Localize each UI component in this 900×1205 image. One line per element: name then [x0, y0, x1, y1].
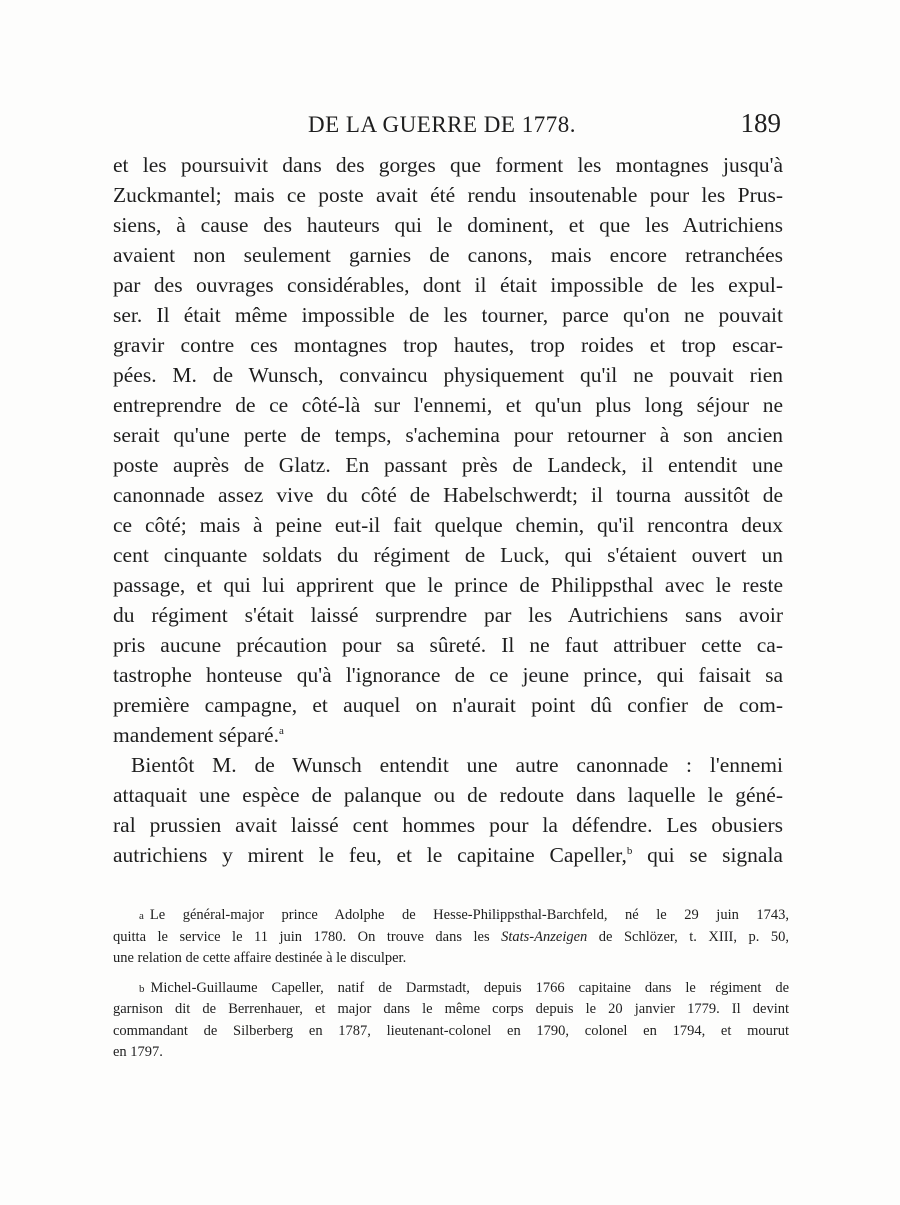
text-line: attaquait une espèce de palanque ou de redoute dans laquelle le géné-: [113, 783, 783, 807]
text-line: ral prussien avait laissé cent hommes pour la défendre. Les obusiers: [113, 813, 783, 837]
text-line: entreprendre de ce côté-là sur l'ennemi, et qu'un plus long séjour ne: [113, 393, 783, 417]
text-line: poste auprès de Glatz. En passant près de Landeck, il entendit une: [113, 453, 783, 477]
text-line: Bientôt M. de Wunsch entendit une autre canonnade : l'ennemi: [131, 753, 783, 777]
footnote-text: Le général-major prince Adolphe de Hesse-Philippsthal-Barchfeld, né le 29 juin 1743,: [149, 907, 789, 923]
text-line: pris aucune précaution pour sa sûreté. Il ne faut attribuer cette ca-: [113, 633, 783, 657]
running-title: DE LA GUERRE DE 1778.: [308, 112, 576, 137]
text-line: passage, et qui lui apprirent que le prince de Philippsthal avec le reste: [113, 573, 783, 597]
text-line: siens, à cause des hauteurs qui le dominent, et que les Autrichiens: [113, 213, 783, 237]
footnote-text: quitta le service le 11 juin 1780. On trouve dans les: [113, 928, 502, 945]
page-header: [113, 104, 781, 144]
text-line: Zuckmantel; mais ce poste avait été rendu insoutenable pour les Prus-: [113, 183, 783, 207]
text-line: première campagne, et auquel on n'aurait point dû confier de com-: [113, 693, 783, 717]
text-line: par des ouvrages considérables, dont il était impossible de les expul-: [113, 273, 783, 297]
text-line: [113, 840, 783, 870]
text-line: [113, 720, 783, 750]
line-text: mandement séparé.: [113, 723, 279, 747]
footnote-line: en 1797.: [113, 1044, 163, 1060]
footnotes: [113, 905, 789, 1064]
footnote-line: garnison dit de Berrenhauer, et major dans le même corps depuis le 20 janvier 1779. Il devint: [113, 1001, 789, 1017]
text-line: cent cinquante soldats du régiment de Luck, qui s'étaient ouvert un: [113, 543, 783, 567]
page-number: 189: [740, 108, 781, 138]
footnote-text: Michel-Guillaume Capeller, natif de Darmstadt, depuis 1766 capitaine dans le régiment de: [150, 979, 789, 996]
footnote-ref-a[interactable]: a: [278, 724, 284, 737]
footnote-line: [113, 905, 789, 927]
footnote-mark: b: [139, 982, 145, 995]
footnote-line: [113, 978, 789, 1000]
footnote-italic-title: Stats-Anzeigen: [501, 928, 588, 945]
line-text: qui se signala: [632, 843, 783, 867]
text-line: gravir contre ces montagnes trop hautes, trop roides et trop escar-: [113, 333, 783, 357]
text-line: et les poursuivit dans des gorges que forment les montagnes jusqu'à: [113, 153, 783, 177]
text-line: serait qu'une perte de temps, s'achemina pour retourner à son ancien: [113, 423, 783, 447]
line-text: autrichiens y mirent le feu, et le capitaine Capeller,: [113, 843, 627, 867]
footnote-b: [113, 978, 789, 1064]
footnote-line: une relation de cette affaire destinée à le disculper.: [113, 950, 407, 966]
text-line: canonnade assez vive du côté de Habelschwerdt; il tourna aussitôt de: [113, 483, 783, 507]
footnote-line: commandant de Silberberg en 1787, lieutenant-colonel en 1790, colonel en 1794, et mourut: [113, 1022, 789, 1039]
main-text: [113, 150, 783, 870]
footnote-ref-b[interactable]: b: [626, 844, 633, 857]
footnote-text: de Schlözer, t. XIII, p. 50,: [587, 928, 789, 945]
text-line: avaient non seulement garnies de canons, mais encore retranchées: [113, 243, 783, 267]
text-line: ser. Il était même impossible de les tourner, parce qu'on ne pouvait: [113, 303, 783, 327]
text-line: ce côté; mais à peine eut-il fait quelque chemin, qu'il rencontra deux: [113, 513, 783, 537]
footnote-spacer: [113, 970, 789, 978]
paragraph-2: [113, 750, 783, 870]
text-line: du régiment s'était laissé surprendre par les Autrichiens sans avoir: [113, 603, 783, 627]
footnote-line: [113, 927, 789, 949]
footnote-a: [113, 905, 789, 970]
paragraph-1: [113, 150, 783, 750]
text-line: tastrophe honteuse qu'à l'ignorance de ce jeune prince, qui faisait sa: [113, 663, 783, 687]
footnote-mark: a: [139, 910, 144, 922]
text-line: pées. M. de Wunsch, convaincu physiquement qu'il ne pouvait rien: [113, 363, 783, 387]
